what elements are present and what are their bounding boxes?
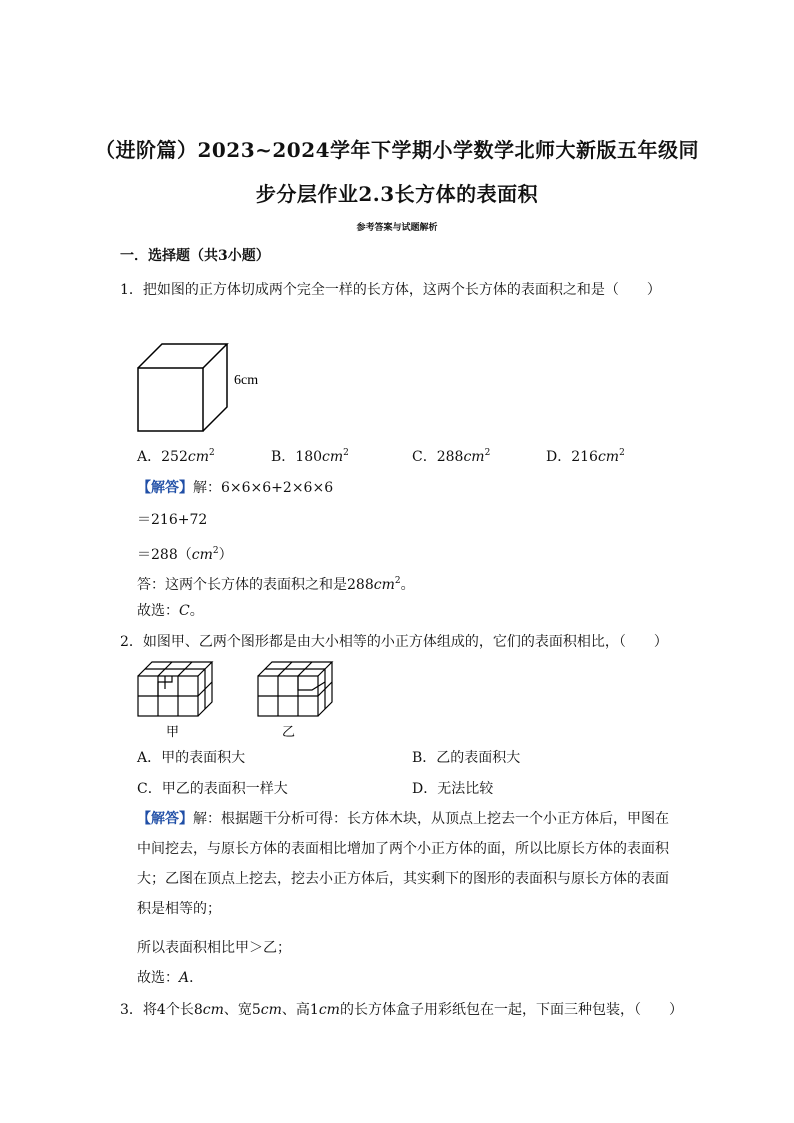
q2-option-d: D．无法比较	[412, 781, 494, 797]
q1-choice-line: 故选：C。	[137, 603, 204, 619]
q1-solution-line2: ＝216+72	[137, 512, 208, 528]
q2-choice-line: 故选：A．	[137, 970, 204, 986]
q1-stem: 1．把如图的正方体切成两个完全一样的长方体，这两个长方体的表面积之和是（ ）	[120, 282, 661, 298]
q3-stem: 3．将4个长8cm、宽5cm、高1cm的长方体盒子用彩纸包在一起，下面三种包装，（ ）	[120, 1002, 683, 1018]
figure-jia-label: 甲	[166, 725, 180, 740]
q2-stem: 2．如图甲、乙两个图形都是由大小相等的小正方体组成的，它们的表面积相比，（ ）	[120, 634, 668, 650]
figure-yi-drawing	[258, 662, 332, 716]
page-title-line2: 步分层作业2.3长方体的表面积	[255, 182, 539, 206]
q1-option-d: D．$216cm^2$	[546, 448, 625, 465]
section-heading: 一．选择题（共3小题）	[120, 248, 270, 264]
figure-jia-drawing	[138, 662, 212, 716]
q1-option-b: B．$180cm^2$	[271, 448, 349, 465]
figure-yi-label: 乙	[282, 725, 296, 740]
q1-answer-line: 答：这两个长方体的表面积之和是$288cm^2$。	[137, 576, 415, 593]
q1-cube-figure	[130, 336, 270, 436]
q1-solution-line3: $=288(cm^2)$	[137, 546, 233, 563]
q1-option-c: C．$288cm^2$	[412, 448, 491, 465]
answer-tag: 【解答】	[137, 480, 193, 496]
cube-drawing	[138, 344, 227, 431]
q2-option-c: C．甲乙的表面积一样大	[137, 781, 288, 797]
q2-option-b: B．乙的表面积大	[412, 750, 521, 766]
answer-tag: 【解答】	[137, 811, 193, 827]
page-subtitle: 参考答案与试题解析	[356, 223, 438, 233]
q2-option-a: A．甲的表面积大	[137, 750, 246, 766]
page-title-line1: （进阶篇）2023~2024学年下学期小学数学北师大新版五年级同	[94, 138, 700, 162]
q1-solution-line1: 【解答】解：6×6×6+2×6×6	[137, 480, 334, 496]
q2-solution-paragraph: 【解答】解：根据题干分析可得：长方体木块，从顶点上挖去一个小正方体后，甲图在 中间挖去，与原长方体的表面相比增加了两个小正方体的面，所以比原长方体的表面积 大；乙图在顶点上挖去，挖去小正方体后，其实剩下的图形的表面积与原长方体的表面 积是相等的；	[137, 811, 669, 917]
cube-edge-label: 6cm	[234, 373, 259, 388]
q2-figures	[130, 654, 370, 744]
q1-option-a: A．$252cm^2$	[137, 448, 215, 465]
q2-conclusion: 所以表面积相比甲＞乙；	[137, 940, 291, 956]
